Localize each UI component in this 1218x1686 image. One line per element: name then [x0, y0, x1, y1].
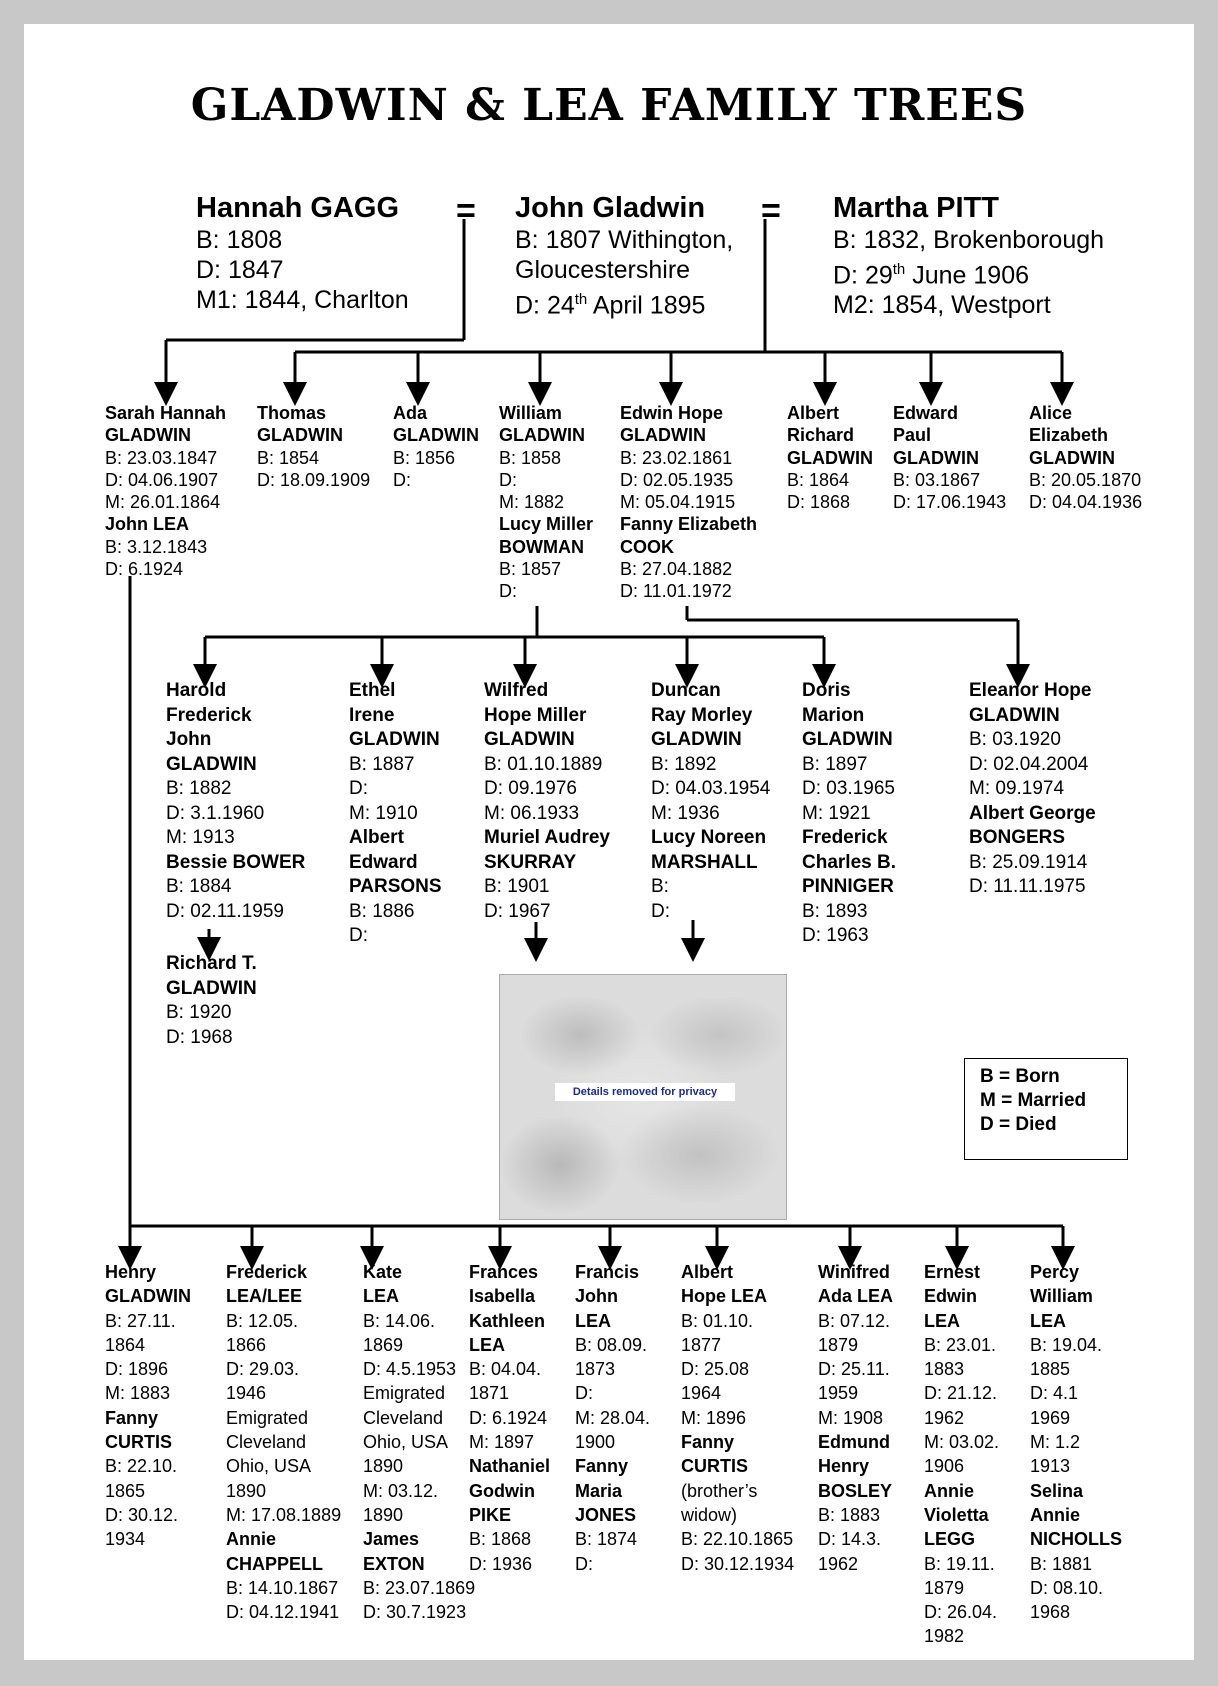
person-line: BONGERS: [969, 827, 1066, 848]
parent-name: Hannah GAGG: [196, 192, 400, 224]
person-line: Violetta: [924, 1504, 989, 1525]
person-line: D: 3.1.1960: [166, 802, 265, 824]
person-line: JONES: [575, 1504, 637, 1525]
person-line: LEGG: [924, 1529, 976, 1550]
person-line: Kate: [363, 1262, 403, 1282]
person-line: D: 4.5.1953: [363, 1359, 457, 1380]
person-line: B: 19.11.: [924, 1553, 995, 1574]
person-line: Kathleen: [469, 1310, 546, 1331]
person-line: D: 30.7.1923: [363, 1602, 467, 1623]
person-line: B: 1884: [166, 876, 232, 897]
person-line: D: 21.12.: [924, 1383, 998, 1404]
person-line: Alice: [1029, 403, 1073, 423]
person-line: Isabella: [469, 1286, 536, 1307]
person-line: M: 1936: [651, 802, 720, 824]
parent-line: B: 1832, Brokenborough: [833, 226, 1105, 254]
person-line: B: 1868: [469, 1529, 532, 1550]
marriage-sign-left: =: [456, 192, 476, 230]
person-line: D: 26.04.: [924, 1602, 998, 1623]
person-line: B: 14.06.: [363, 1310, 436, 1331]
parent-name: John Gladwin: [515, 192, 706, 224]
person-line: Ernest: [924, 1262, 981, 1282]
person-line: EXTON: [363, 1553, 425, 1574]
person-line: LEA: [575, 1310, 611, 1331]
family-tree-sheet: [24, 24, 1194, 1660]
person-line: 1865: [105, 1480, 146, 1501]
person-line: Selina: [1030, 1480, 1084, 1501]
person-line: Richard: [787, 425, 855, 446]
person-line: Cleveland: [226, 1432, 307, 1453]
person-line: Ethel: [349, 680, 396, 701]
person-line: B: 1856: [393, 447, 456, 468]
person-line: Marion: [802, 704, 865, 726]
person-line: D: 08.10.: [1030, 1577, 1104, 1598]
person-line: Ada: [393, 403, 428, 423]
person-line: John: [575, 1286, 618, 1307]
person-line: B: 01.10.1889: [484, 753, 603, 775]
legend-died: D = Died: [980, 1114, 1057, 1135]
page-title: GLADWIN & LEA FAMILY TREES: [190, 80, 1028, 131]
person-line: M: 1921: [802, 802, 871, 824]
person-line: 1869: [363, 1334, 404, 1355]
person-line: B: 1864: [787, 469, 850, 490]
person-line: D: 18.09.1909: [257, 469, 371, 490]
person-line: Emigrated: [226, 1407, 309, 1428]
person-line: GLADWIN: [166, 753, 257, 775]
person-line: M: 1910: [349, 802, 418, 824]
person-line: Charles B.: [802, 851, 896, 873]
person-line: B: 27.04.1882: [620, 559, 733, 580]
parent-line: D: 29th June 1906: [833, 261, 1029, 290]
person-line: D: 1968: [166, 1026, 233, 1048]
person-line: M: 1882: [499, 492, 565, 513]
person-line: D: 02.05.1935: [620, 469, 734, 490]
person-line: D:: [499, 469, 517, 490]
person-line: Sarah Hannah: [105, 403, 227, 423]
person-line: 1946: [226, 1383, 267, 1404]
person-line: B: 1892: [651, 753, 717, 775]
person-line: John LEA: [105, 514, 189, 535]
person-line: B: 27.11.: [105, 1310, 176, 1331]
person-line: LEA: [1030, 1310, 1066, 1331]
person-line: GLADWIN: [620, 425, 706, 446]
person-line: B: 20.05.1870: [1029, 469, 1142, 490]
person-line: B: 12.05.: [226, 1310, 299, 1331]
person-line: D:: [349, 778, 368, 799]
person-line: GLADWIN: [1029, 447, 1115, 468]
person-line: Paul: [893, 425, 932, 446]
person-line: Godwin: [469, 1480, 535, 1501]
person-line: M: 17.08.1889: [226, 1504, 342, 1525]
person-line: D: 6.1924: [105, 559, 184, 580]
person-line: M: 1883: [105, 1383, 171, 1404]
person-line: B: 1854: [257, 447, 320, 468]
person-line: Cleveland: [363, 1407, 444, 1428]
person-line: GLADWIN: [651, 729, 742, 750]
person-line: D:: [499, 581, 517, 602]
person-line: Doris: [802, 680, 851, 701]
person-line: B: 1874: [575, 1529, 638, 1550]
person-line: M: 26.01.1864: [105, 492, 221, 513]
person-line: D:: [349, 925, 368, 946]
person-line: D:: [393, 469, 411, 490]
person-line: 1969: [1030, 1407, 1071, 1428]
person-line: Albert: [787, 403, 840, 423]
person-line: D: 4.1: [1030, 1383, 1079, 1404]
person-line: GLADWIN: [969, 704, 1060, 726]
person-line: William: [1030, 1286, 1093, 1307]
person-line: D: 1963: [802, 925, 869, 946]
person-line: D: 04.04.1936: [1029, 492, 1143, 513]
person-line: M: 28.04.: [575, 1407, 651, 1428]
person-line: Ray Morley: [651, 704, 753, 726]
person-line: 1873: [575, 1359, 616, 1380]
person-line: B: 25.09.1914: [969, 851, 1088, 873]
person-line: Albert: [349, 827, 404, 848]
person-line: Ohio, USA: [363, 1432, 449, 1453]
person-line: 1968: [1030, 1602, 1071, 1623]
person-line: Richard T.: [166, 953, 257, 974]
legend-married: M = Married: [980, 1090, 1087, 1111]
person-line: Edward: [893, 403, 959, 423]
person-line: James: [363, 1529, 420, 1550]
person-line: GLADWIN: [349, 729, 440, 750]
person-line: M: 03.02.: [924, 1432, 1000, 1453]
person-line: 1866: [226, 1334, 267, 1355]
person-line: B: 23.01.: [924, 1334, 997, 1355]
person-line: LEA: [924, 1310, 960, 1331]
person-line: D: 02.04.2004: [969, 753, 1089, 775]
person-line: B: 03.1867: [893, 469, 981, 490]
person-line: D: 1868: [787, 492, 851, 513]
person-line: B: 22.10.: [105, 1456, 178, 1477]
person-line: 1906: [924, 1456, 965, 1477]
person-line: 1962: [818, 1553, 859, 1574]
person-line: BOSLEY: [818, 1480, 893, 1501]
person-line: 1964: [681, 1383, 722, 1404]
parent-line: M1: 1844, Charlton: [196, 286, 409, 314]
person-line: D: 02.11.1959: [166, 900, 284, 922]
person-line: B: 1901: [484, 876, 550, 897]
person-line: Henry: [105, 1262, 157, 1282]
person-line: GLADWIN: [257, 425, 343, 446]
person-line: B: 1857: [499, 559, 562, 580]
person-line: CURTIS: [681, 1456, 748, 1477]
person-line: Hope Miller: [484, 704, 587, 726]
person-line: M: 03.12.: [363, 1480, 439, 1501]
person-line: widow): [681, 1504, 738, 1525]
person-line: D: 09.1976: [484, 778, 577, 799]
person-line: 1890: [363, 1504, 404, 1525]
person-line: Wilfred: [484, 680, 549, 701]
person-line: SKURRAY: [484, 851, 577, 873]
person-line: M: 1913: [166, 827, 235, 848]
person-line: PARSONS: [349, 876, 442, 897]
person-line: GLADWIN: [105, 1286, 191, 1307]
person-line: Frederick: [226, 1262, 308, 1282]
person-line: COOK: [620, 536, 674, 557]
privacy-notice: Details removed for privacy: [555, 1083, 735, 1101]
parent-line: M2: 1854, Westport: [833, 291, 1051, 320]
person-line: Percy: [1030, 1262, 1080, 1282]
tree-connectors: [24, 24, 1194, 1660]
person-line: D: 30.12.1934: [681, 1553, 795, 1574]
person-line: GLADWIN: [393, 425, 479, 446]
person-line: GLADWIN: [787, 447, 873, 468]
person-line: 1877: [681, 1334, 722, 1355]
person-line: M: 1908: [818, 1407, 884, 1428]
person-line: MARSHALL: [651, 851, 758, 873]
person-line: D: 04.12.1941: [226, 1602, 340, 1623]
person-line: B: 14.10.1867: [226, 1577, 339, 1598]
person-line: Edmund: [818, 1432, 890, 1453]
person-line: 1934: [105, 1529, 146, 1550]
person-line: Lucy Miller: [499, 514, 594, 535]
person-line: Francis: [575, 1262, 640, 1282]
person-line: B: 08.09.: [575, 1334, 648, 1355]
person-line: B: 19.04.: [1030, 1334, 1103, 1355]
person-line: Harold: [166, 680, 227, 701]
person-line: M: 1896: [681, 1407, 747, 1428]
person-line: D:: [575, 1553, 593, 1574]
person-line: B: 3.12.1843: [105, 536, 208, 557]
person-line: Albert: [681, 1262, 734, 1282]
person-line: 1900: [575, 1432, 616, 1453]
person-line: Muriel Audrey: [484, 827, 610, 848]
person-line: B: 1886: [349, 900, 415, 922]
person-line: Hope LEA: [681, 1286, 768, 1307]
person-line: LEA/LEE: [226, 1286, 303, 1307]
person-line: Fanny Elizabeth: [620, 514, 758, 535]
person-line: Lucy Noreen: [651, 827, 767, 848]
person-line: GLADWIN: [893, 447, 979, 468]
person-line: B: 1887: [349, 753, 415, 775]
person-line: CHAPPELL: [226, 1553, 324, 1574]
person-line: D: 29.03.: [226, 1359, 300, 1380]
person-line: 1959: [818, 1383, 859, 1404]
parent-line: Gloucestershire: [515, 256, 691, 284]
person-line: B: 1858: [499, 447, 562, 468]
person-line: 1885: [1030, 1359, 1071, 1380]
person-line: B: 23.07.1869: [363, 1577, 476, 1598]
person-line: Albert George: [969, 802, 1096, 824]
person-line: GLADWIN: [802, 729, 893, 750]
person-line: D: 14.3.: [818, 1529, 882, 1550]
person-line: B: 23.02.1861: [620, 447, 733, 468]
person-line: B: 1893: [802, 900, 868, 922]
person-line: 1982: [924, 1626, 965, 1647]
person-line: Nathaniel: [469, 1456, 551, 1477]
person-line: Edward: [349, 851, 418, 873]
person-line: BOWMAN: [499, 536, 584, 557]
person-line: B: 1920: [166, 1002, 232, 1023]
person-line: 1890: [363, 1456, 404, 1477]
person-line: Ada LEA: [818, 1286, 894, 1307]
person-line: Elizabeth: [1029, 425, 1109, 446]
person-line: B: 22.10.1865: [681, 1529, 794, 1550]
person-line: D: 17.06.1943: [893, 492, 1007, 513]
person-line: B: 01.10.: [681, 1310, 754, 1331]
person-line: Edwin Hope: [620, 403, 723, 423]
person-line: GLADWIN: [105, 425, 191, 446]
person-line: D:: [651, 900, 670, 922]
person-line: Winifred: [818, 1262, 890, 1282]
parent-line: D: 24th April 1895: [515, 291, 706, 320]
person-line: Thomas: [257, 403, 327, 423]
person-line: GLADWIN: [484, 729, 575, 750]
person-line: Fanny: [105, 1407, 159, 1428]
person-line: M: 1.2: [1030, 1432, 1081, 1453]
person-line: M: 09.1974: [969, 778, 1065, 799]
person-line: Emigrated: [363, 1383, 446, 1404]
parent-name: Martha PITT: [833, 192, 999, 224]
person-line: B: 04.04.: [469, 1359, 542, 1380]
person-line: Annie: [1030, 1504, 1081, 1525]
person-line: 1871: [469, 1383, 510, 1404]
parent-line: B: 1808: [196, 226, 283, 254]
person-line: B: 1882: [166, 778, 232, 799]
person-line: M: 1897: [469, 1432, 535, 1453]
person-line: LEA: [469, 1334, 505, 1355]
person-line: GLADWIN: [166, 977, 257, 999]
person-line: D: 25.11.: [818, 1359, 890, 1380]
person-line: CURTIS: [105, 1432, 172, 1453]
person-line: Henry: [818, 1456, 870, 1477]
person-line: 1883: [924, 1359, 965, 1380]
person-line: GLADWIN: [499, 425, 585, 446]
person-line: B: 1883: [818, 1504, 881, 1525]
person-line: D: 1936: [469, 1553, 533, 1574]
person-line: D:: [575, 1383, 593, 1404]
person-line: D: 11.01.1972: [620, 581, 732, 602]
person-line: Fanny: [575, 1456, 629, 1477]
person-line: Eleanor Hope: [969, 680, 1092, 701]
person-line: 1962: [924, 1407, 965, 1428]
person-line: Annie: [226, 1529, 277, 1550]
person-line: 1864: [105, 1334, 146, 1355]
person-line: Bessie BOWER: [166, 851, 306, 873]
person-line: M: 06.1933: [484, 802, 580, 824]
person-line: Ohio, USA: [226, 1456, 312, 1477]
person-line: Fanny: [681, 1432, 735, 1453]
parent-line: B: 1807 Withington,: [515, 226, 734, 254]
person-line: Edwin: [924, 1286, 977, 1307]
legend-born: B = Born: [980, 1066, 1060, 1087]
person-line: Frederick: [166, 704, 252, 726]
marriage-sign-right: =: [761, 192, 781, 230]
person-line: B: 1897: [802, 753, 868, 775]
person-line: B: 23.03.1847: [105, 447, 218, 468]
person-line: D: 03.1965: [802, 778, 895, 799]
parent-line: D: 1847: [196, 256, 284, 284]
person-line: M: 05.04.1915: [620, 492, 736, 513]
person-line: B: 1881: [1030, 1553, 1093, 1574]
person-line: 1890: [226, 1480, 267, 1501]
person-line: Frances: [469, 1262, 539, 1282]
person-line: D: 04.03.1954: [651, 778, 771, 799]
person-line: NICHOLLS: [1030, 1529, 1122, 1550]
person-line: Frederick: [802, 827, 888, 848]
person-line: D: 6.1924: [469, 1407, 548, 1428]
person-line: (brother’s: [681, 1480, 758, 1501]
person-line: 1913: [1030, 1456, 1071, 1477]
person-line: LEA: [363, 1286, 399, 1307]
person-line: Duncan: [651, 680, 721, 701]
person-line: D: 1896: [105, 1359, 169, 1380]
person-line: Irene: [349, 704, 395, 726]
person-line: D: 04.06.1907: [105, 469, 219, 490]
person-line: 1879: [818, 1334, 859, 1355]
person-line: B:: [651, 876, 669, 897]
person-line: D: 1967: [484, 900, 551, 922]
person-line: John: [166, 729, 212, 750]
person-line: PIKE: [469, 1504, 512, 1525]
person-line: B: 07.12.: [818, 1310, 891, 1331]
person-line: D: 11.11.1975: [969, 876, 1086, 897]
person-line: PINNIGER: [802, 876, 894, 897]
person-line: William: [499, 403, 562, 423]
person-line: 1879: [924, 1577, 965, 1598]
person-line: Maria: [575, 1480, 623, 1501]
person-line: Annie: [924, 1480, 975, 1501]
person-line: B: 03.1920: [969, 729, 1061, 750]
person-line: D: 25.08: [681, 1359, 750, 1380]
person-line: D: 30.12.: [105, 1504, 179, 1525]
